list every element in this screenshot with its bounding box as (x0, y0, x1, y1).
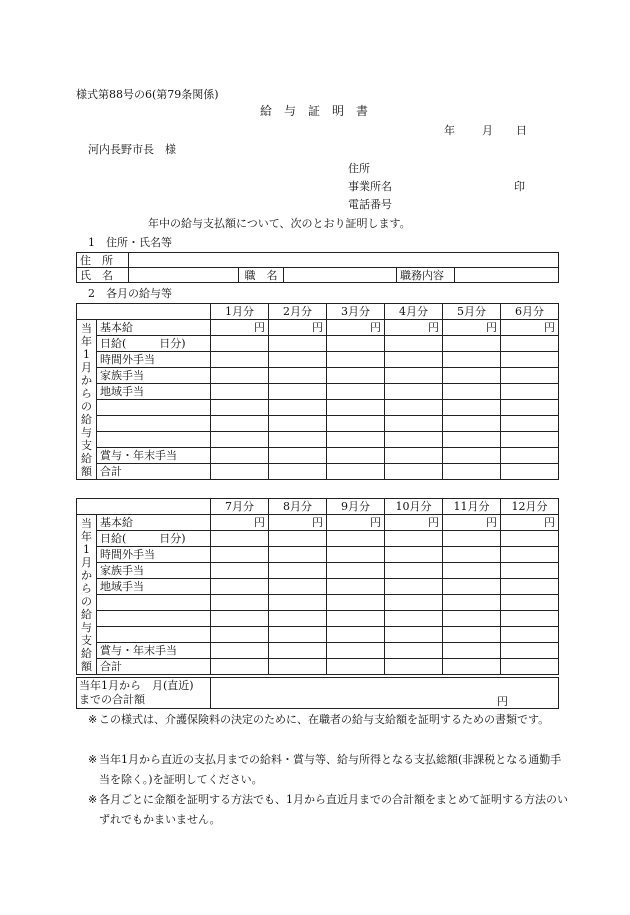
table-row (77, 627, 559, 643)
salary-table-jan-jun (76, 303, 559, 480)
amount-cell[interactable] (269, 400, 327, 416)
amount-cell[interactable] (269, 547, 327, 563)
note-text: この様式は、介護保険料の決定のために、在職者の給与支給額を証明するための書類です。 (99, 713, 550, 726)
first-half-month-header: 2月分 (269, 304, 327, 320)
first-half-month-header: 6月分 (501, 304, 559, 320)
amount-cell[interactable] (211, 659, 269, 675)
amount-cell[interactable] (327, 643, 385, 659)
row-label: 賞与・年末手当 (97, 643, 211, 659)
name-row (77, 268, 559, 283)
row-label: 日給( 日分) (97, 531, 211, 547)
second-half-month-header: 11月分 (443, 499, 501, 515)
amount-cell[interactable] (443, 416, 501, 432)
table-row (77, 400, 559, 416)
amount-cell[interactable] (385, 579, 443, 595)
first-half-month-header: 3月分 (327, 304, 385, 320)
salary-table-jul-dec (76, 498, 559, 675)
amount-cell[interactable] (501, 659, 559, 675)
row-label (97, 400, 211, 416)
row-label: 合計 (97, 464, 211, 480)
row-label: 時間外手当 (97, 547, 211, 563)
amount-cell[interactable] (327, 627, 385, 643)
form-number: 様式第88号の6(第79条関係) (76, 88, 219, 101)
amount-cell[interactable] (211, 579, 269, 595)
amount-cell[interactable] (211, 547, 269, 563)
row-label: 基本給 (97, 320, 211, 336)
amount-cell[interactable] (501, 368, 559, 384)
amount-cell[interactable] (327, 547, 385, 563)
amount-cell[interactable] (269, 432, 327, 448)
amount-cell[interactable] (327, 611, 385, 627)
addressee: 河内長野市長 様 (88, 143, 176, 156)
table-row (77, 595, 559, 611)
statement: 年中の給与支払額について、次のとおり証明します。 (148, 217, 411, 230)
amount-cell[interactable] (269, 368, 327, 384)
amount-cell[interactable]: 円 (211, 515, 269, 531)
amount-cell[interactable] (501, 416, 559, 432)
table-row (77, 579, 559, 595)
duty-field[interactable] (455, 268, 559, 283)
amount-cell[interactable] (269, 611, 327, 627)
issuer-phone-label: 電話番号 (348, 198, 392, 211)
amount-cell[interactable] (211, 563, 269, 579)
table-row (77, 352, 559, 368)
table-row (77, 432, 559, 448)
amount-cell[interactable] (269, 352, 327, 368)
second-half-month-header: 12月分 (501, 499, 559, 515)
note-text: 各月ごとに金額を証明する方法でも、1月から直近月までの合計額をまとめて証明する方法のいずれでもかまいません。 (99, 793, 568, 826)
amount-cell[interactable] (211, 643, 269, 659)
position-label: 職 名 (239, 268, 284, 283)
amount-cell[interactable] (385, 464, 443, 480)
table-row (77, 515, 559, 531)
amount-cell[interactable] (443, 432, 501, 448)
amount-cell[interactable] (385, 547, 443, 563)
cumulative-total-field[interactable]: 円 (211, 678, 559, 709)
row-label: 合計 (97, 659, 211, 675)
section1-heading: 1 住所・氏名等 (88, 236, 172, 249)
row-label: 基本給 (97, 515, 211, 531)
amount-cell[interactable] (385, 531, 443, 547)
amount-cell[interactable] (327, 448, 385, 464)
amount-cell[interactable] (327, 336, 385, 352)
second-half-month-header: 10月分 (385, 499, 443, 515)
first-half-corner-cell (77, 304, 211, 320)
address-row (77, 253, 559, 268)
row-label: 家族手当 (97, 368, 211, 384)
second-half-corner-cell (77, 499, 211, 515)
row-label (97, 595, 211, 611)
table-row (77, 659, 559, 675)
amount-cell[interactable] (443, 336, 501, 352)
amount-cell[interactable] (327, 595, 385, 611)
amount-cell[interactable] (443, 448, 501, 464)
note-item (88, 710, 568, 730)
amount-cell[interactable] (385, 336, 443, 352)
amount-cell[interactable]: 円 (269, 515, 327, 531)
amount-cell[interactable] (443, 563, 501, 579)
amount-cell[interactable] (443, 531, 501, 547)
amount-cell[interactable] (501, 384, 559, 400)
amount-cell[interactable] (501, 643, 559, 659)
amount-cell[interactable] (443, 595, 501, 611)
amount-cell[interactable] (269, 531, 327, 547)
amount-cell[interactable] (443, 547, 501, 563)
amount-cell[interactable] (501, 547, 559, 563)
amount-cell[interactable] (443, 384, 501, 400)
amount-cell[interactable] (501, 432, 559, 448)
amount-cell[interactable] (501, 563, 559, 579)
amount-cell[interactable] (269, 579, 327, 595)
amount-cell[interactable] (385, 432, 443, 448)
amount-cell[interactable]: 円 (211, 320, 269, 336)
amount-cell[interactable] (385, 595, 443, 611)
table-row (77, 563, 559, 579)
first-half-side-label: 当年1月からの給与支給額 (77, 320, 97, 480)
amount-cell[interactable]: 円 (501, 320, 559, 336)
amount-cell[interactable] (269, 336, 327, 352)
table-row (77, 416, 559, 432)
amount-cell[interactable]: 円 (443, 515, 501, 531)
amount-cell[interactable]: 円 (327, 320, 385, 336)
date-year: 年 (444, 124, 455, 137)
amount-cell[interactable] (327, 531, 385, 547)
note-mark: ※ (88, 753, 98, 766)
amount-cell[interactable] (385, 384, 443, 400)
amount-cell[interactable] (385, 448, 443, 464)
amount-cell[interactable] (443, 352, 501, 368)
table-row (77, 611, 559, 627)
note-mark: ※ (88, 793, 98, 806)
amount-cell[interactable]: 円 (501, 515, 559, 531)
row-label (97, 627, 211, 643)
amount-cell[interactable] (269, 659, 327, 675)
amount-cell[interactable] (385, 400, 443, 416)
amount-cell[interactable] (385, 416, 443, 432)
page-title: 給与証明書 (260, 104, 381, 118)
first-half-month-header: 1月分 (211, 304, 269, 320)
amount-cell[interactable] (501, 336, 559, 352)
amount-cell[interactable] (443, 659, 501, 675)
amount-cell[interactable] (501, 448, 559, 464)
first-half-month-header: 4月分 (385, 304, 443, 320)
row-label: 地域手当 (97, 384, 211, 400)
note-item (88, 790, 568, 830)
amount-cell[interactable] (501, 400, 559, 416)
amount-cell[interactable] (269, 416, 327, 432)
issuer-address-label: 住所 (348, 162, 370, 175)
amount-cell[interactable] (327, 400, 385, 416)
table-row (77, 531, 559, 547)
address-field[interactable] (129, 253, 559, 268)
amount-cell[interactable] (211, 611, 269, 627)
amount-cell[interactable] (327, 368, 385, 384)
amount-cell[interactable] (327, 432, 385, 448)
amount-cell[interactable] (443, 643, 501, 659)
amount-cell[interactable] (501, 531, 559, 547)
amount-cell[interactable] (269, 595, 327, 611)
amount-cell[interactable] (501, 627, 559, 643)
amount-cell[interactable] (327, 563, 385, 579)
amount-cell[interactable] (385, 352, 443, 368)
amount-cell[interactable] (211, 336, 269, 352)
row-label: 地域手当 (97, 579, 211, 595)
amount-cell[interactable] (211, 448, 269, 464)
seal-mark: 印 (514, 180, 525, 193)
amount-cell[interactable] (501, 611, 559, 627)
date-month: 月 (482, 124, 493, 137)
amount-cell[interactable]: 円 (443, 320, 501, 336)
cumulative-total-label: 当年1月から 月(直近) までの合計額 (77, 678, 211, 709)
amount-cell[interactable] (211, 400, 269, 416)
table-row (77, 547, 559, 563)
second-half-month-header: 7月分 (211, 499, 269, 515)
amount-cell[interactable] (327, 352, 385, 368)
row-label (97, 611, 211, 627)
amount-cell[interactable] (211, 464, 269, 480)
amount-cell[interactable] (385, 563, 443, 579)
amount-cell[interactable] (327, 659, 385, 675)
amount-cell[interactable] (385, 627, 443, 643)
second-half-month-header: 8月分 (269, 499, 327, 515)
amount-cell[interactable] (443, 464, 501, 480)
amount-cell[interactable] (269, 464, 327, 480)
amount-cell[interactable] (501, 579, 559, 595)
amount-cell[interactable] (269, 384, 327, 400)
amount-cell[interactable] (211, 352, 269, 368)
note-mark: ※ (88, 713, 98, 726)
personal-info-table (76, 252, 559, 283)
amount-cell[interactable]: 円 (385, 320, 443, 336)
name-label: 氏 名 (77, 268, 129, 283)
note-text: 当年1月から直近の支払月までの給料・賞与等、給与所得となる支払総額(非課税となる通勤手当を除く。)を証明してください。 (99, 753, 562, 786)
row-label: 日給( 日分) (97, 336, 211, 352)
amount-cell[interactable]: 円 (269, 320, 327, 336)
amount-cell[interactable] (269, 627, 327, 643)
amount-cell[interactable] (443, 627, 501, 643)
amount-cell[interactable] (501, 464, 559, 480)
table-row (77, 464, 559, 480)
amount-cell[interactable] (211, 384, 269, 400)
amount-cell[interactable] (443, 611, 501, 627)
amount-cell[interactable] (211, 531, 269, 547)
table-row (77, 368, 559, 384)
row-label (97, 432, 211, 448)
row-label (97, 416, 211, 432)
table-row (77, 336, 559, 352)
amount-cell[interactable] (269, 563, 327, 579)
amount-cell[interactable] (269, 643, 327, 659)
table-row (77, 320, 559, 336)
amount-cell[interactable] (501, 595, 559, 611)
amount-cell[interactable] (211, 627, 269, 643)
amount-cell[interactable] (385, 611, 443, 627)
row-label: 時間外手当 (97, 352, 211, 368)
row-label: 賞与・年末手当 (97, 448, 211, 464)
amount-cell[interactable] (443, 368, 501, 384)
amount-cell[interactable] (327, 464, 385, 480)
amount-cell[interactable] (443, 400, 501, 416)
section2-heading: 2 各月の給与等 (88, 287, 172, 300)
amount-cell[interactable] (501, 352, 559, 368)
amount-cell[interactable] (327, 579, 385, 595)
table-row (77, 448, 559, 464)
amount-cell[interactable]: 円 (327, 515, 385, 531)
amount-cell[interactable] (211, 595, 269, 611)
second-half-month-header: 9月分 (327, 499, 385, 515)
amount-cell[interactable] (385, 643, 443, 659)
amount-cell[interactable] (211, 432, 269, 448)
amount-cell[interactable] (443, 579, 501, 595)
issuer-office-label: 事業所名 (348, 180, 392, 193)
table-row (77, 384, 559, 400)
address-label: 住 所 (77, 253, 129, 268)
note-item (88, 750, 568, 790)
name-field[interactable] (129, 268, 239, 283)
date-day: 日 (516, 124, 527, 137)
table-row (77, 643, 559, 659)
amount-cell[interactable] (385, 368, 443, 384)
amount-cell[interactable] (211, 368, 269, 384)
cumulative-total-table (76, 677, 559, 709)
amount-cell[interactable] (327, 416, 385, 432)
amount-cell[interactable]: 円 (385, 515, 443, 531)
amount-cell[interactable] (385, 659, 443, 675)
amount-cell[interactable] (269, 448, 327, 464)
position-field[interactable] (284, 268, 397, 283)
amount-cell[interactable] (327, 384, 385, 400)
second-half-side-label: 当年1月からの給与支給額 (77, 515, 97, 675)
first-half-month-header: 5月分 (443, 304, 501, 320)
duty-label: 職務内容 (397, 268, 455, 283)
row-label: 家族手当 (97, 563, 211, 579)
amount-cell[interactable] (211, 416, 269, 432)
